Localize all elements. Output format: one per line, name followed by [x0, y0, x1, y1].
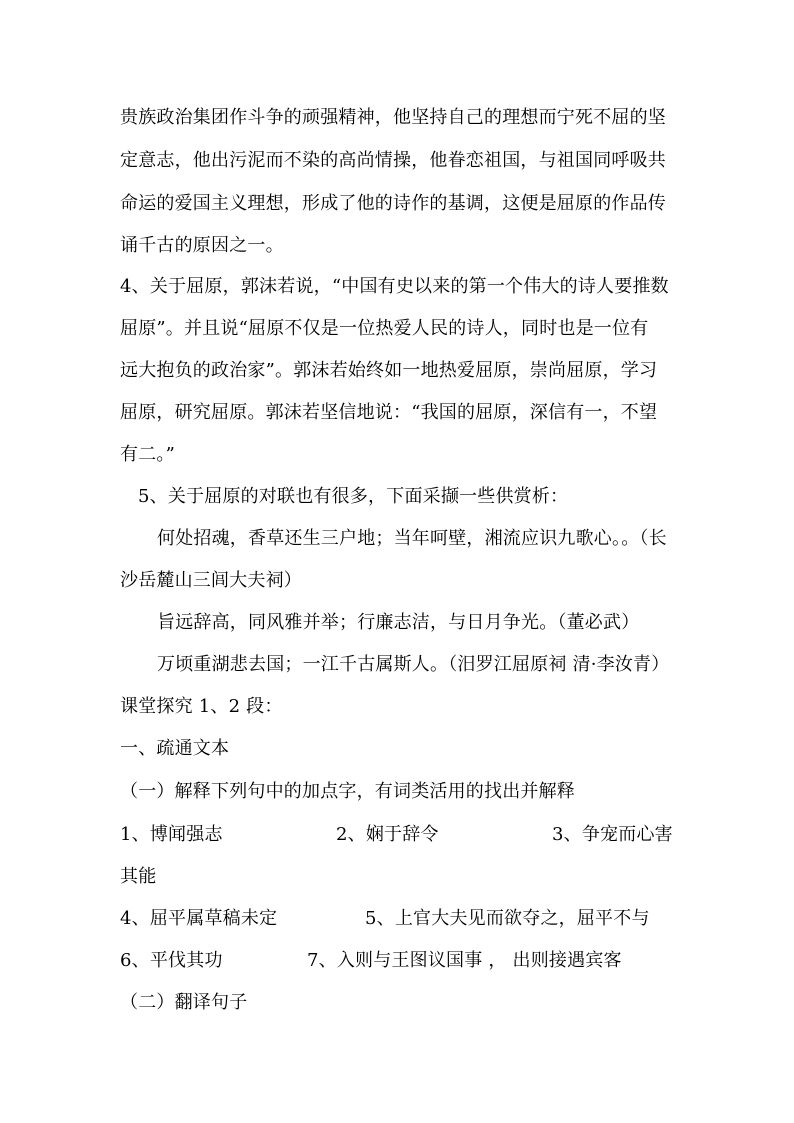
couplet-line: 万顷重湖悲去国；一江千古属斯人。（汨罗江屈原祠 清·李汝青） [157, 654, 670, 675]
paragraph-line: 诵千古的原因之一。 [120, 235, 284, 256]
item4-line: 屈原”。并且说“屈原不仅是一位热爱人民的诗人，同时也是一位有 [120, 318, 649, 339]
item4-line: 4、关于屈原，郭沫若说，“中国有史以来的第一个伟大的诗人要推数 [120, 276, 669, 297]
sub2-heading: （二）翻译句子 [120, 992, 248, 1013]
vocab-item: 7、入则与王图议国事 ， 出则接遇宾客 [307, 950, 622, 971]
vocab-item: 5、上官大夫见而欲夺之，屈平不与 [365, 908, 650, 929]
section-heading: 课堂探究 1、2 段： [120, 696, 283, 717]
item4-line: 屈原，研究屈原。郭沫若坚信地说：“我国的屈原，深信有一，不望 [120, 402, 658, 423]
item4-line: 有二。” [120, 444, 176, 465]
item5-intro: 5、关于屈原的对联也有很多，下面采撷一些供赏析： [138, 486, 569, 507]
sub1-heading: （一）解释下列句中的加点字，有词类活用的找出并解释 [120, 781, 575, 802]
couplet-line: 旨远辞高，同风雅并举；行廉志洁，与日月争光。（董必武） [157, 612, 640, 633]
part1-heading: 一、疏通文本 [120, 738, 230, 759]
vocab-item: 1、博闻强志 [120, 824, 223, 845]
vocab-item: 4、屈平属草稿未定 [120, 908, 278, 929]
vocab-item: 6、平伐其功 [120, 950, 223, 971]
paragraph-line: 贵族政治集团作斗争的顽强精神，他坚持自己的理想而宁死不屈的坚 [120, 107, 666, 128]
item4-line: 远大抱负的政治家”。郭沫若始终如一地热爱屈原，崇尚屈原，学习 [120, 360, 658, 381]
paragraph-line: 命运的爱国主义理想，形成了他的诗作的基调，这便是屈原的作品传 [120, 193, 666, 214]
vocab-item: 2、娴于辞令 [336, 824, 439, 845]
vocab-item-continued: 其能 [120, 866, 157, 887]
vocab-item: 3、争宠而心害 [552, 824, 673, 845]
couplet-line: 沙岳麓山三闾大夫祠） [120, 570, 302, 591]
couplet-line: 何处招魂，香草还生三户地；当年呵壁，湘流应识九歌心。。（长 [157, 528, 667, 549]
paragraph-line: 定意志，他出污泥而不染的高尚情操，他眷恋祖国，与祖国同呼吸共 [120, 150, 666, 171]
